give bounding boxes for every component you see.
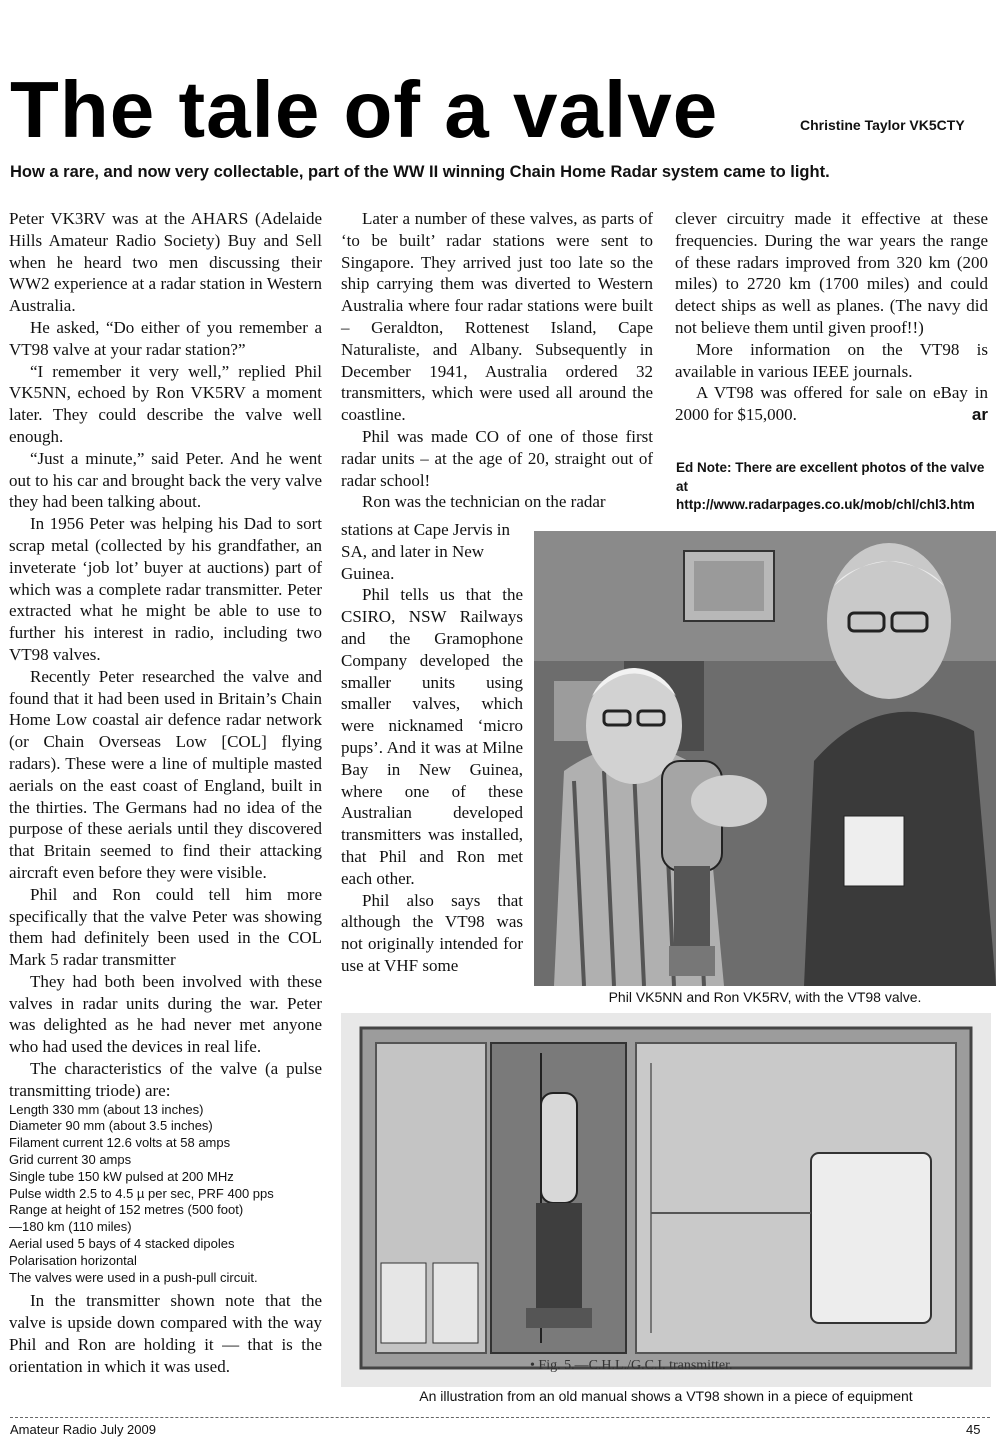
spec-item: Length 330 mm (about 13 inches) (9, 1101, 204, 1117)
paragraph: Phil tells us that the CSIRO, NSW Railways and the Gramophone Company developed the smaller units using smaller valves, which were nicknamed ‘micro pups’. And it was at Milne Bay in New Guinea, where one of these Australian developed transmitters was installed, that Phil and Ron met each other. (341, 585, 523, 888)
spec-item: —180 km (110 miles) (9, 1219, 132, 1235)
spec-item: Range at height of 152 metres (500 foot) (9, 1202, 244, 1218)
spec-item: Filament current 12.6 volts at 58 amps (9, 1135, 231, 1151)
spec-item: Grid current 30 amps (9, 1152, 132, 1168)
paragraph: Later a number of these valves, as parts of ‘to be built’ radar stations were sent to Singapore. They arrived just too late so the ship carrying them was diverted to Western Australia where four radar stations were built – Geraldton, Rottenest Island, Cape Naturaliste, and Albany. Subsequently in December 1941, Australia ordered 32 transmitters, which were used all around the coastline. (341, 209, 653, 425)
column-2-continued (341, 519, 523, 977)
paragraph: stations at Cape Jervis in SA, and later in New Guinea. (341, 520, 511, 583)
paragraph: clever circuitry made it effective at these frequencies. During the war years the range of these radars improved from 320 km (200 miles) to 2720 km (1700 miles) and could detect ships as well as planes. (The navy did not believe them until given proof!!) (675, 209, 988, 337)
author-byline: Christine Taylor VK5CTY (800, 117, 965, 133)
column-1 (9, 208, 322, 1378)
paragraph: Peter VK3RV was at the AHARS (Adelaide Hills Amateur Radio Society) Buy and Sell when he heard two men discussing their WW2 experience at a radar station in Western Australia. (9, 209, 322, 316)
column-2 (341, 208, 653, 513)
paragraph: The characteristics of the valve (a pulse transmitting triode) are: (9, 1059, 322, 1100)
paragraph: In 1956 Peter was helping his Dad to sort scrap metal (collected by his grandfather, an inveterate ‘job lot’ buyer at auctions) part of which was a complete radar transmitter. Peter extracted what he might be able to use to further his interest in radio, including two VT98 valves. (9, 514, 322, 664)
paragraph: He asked, “Do either of you remember a VT98 valve at your radar station?” (9, 317, 322, 359)
paragraph-text: A VT98 was offered for sale on eBay in 2000 for $15,000. (675, 383, 988, 425)
paragraph: More information on the VT98 is available in various IEEE journals. (675, 339, 988, 381)
transmitter-drawing (341, 1013, 991, 1387)
paragraph (675, 382, 988, 426)
footer-publication: Amateur Radio July 2009 (10, 1422, 156, 1437)
paragraph: Ron was the technician on the radar (362, 492, 606, 512)
article-title: The tale of a valve (10, 65, 719, 154)
spec-item: Single tube 150 kW pulsed at 200 MHz (9, 1168, 234, 1184)
paragraph: Recently Peter researched the valve and found that it had been used in Britain’s Chain Home Low coastal air defence radar network (or Chain Overseas Low [COL] flying radars). These were a line of multiple masted aerials on the east coast of England, built in the thirties. The Germans had no idea of the purpose of these aerials until they discovered that Britain seemed to find their attacking aircraft even before they were visible. (9, 666, 322, 882)
paragraph: Phil and Ron could tell him more specifically that the valve Peter was showing them had definitely been used in the COL Mark 5 radar transmitter (9, 884, 322, 970)
footer-rule (10, 1417, 990, 1418)
photo-illustration (534, 531, 996, 986)
column-3 (675, 208, 988, 426)
figure-label: • Fig. 5.—C.H.L./G.C.I. transmitter. (530, 1358, 733, 1373)
end-mark: ar (971, 405, 988, 425)
paragraph: In the transmitter shown note that the valve is upside down compared with the way Phil and Ron are holding it — that is the orientation in which it was used. (9, 1291, 322, 1376)
valve-spec-list (9, 1102, 322, 1287)
figure-caption: An illustration from an old manual shows a VT98 shown in a piece of equipment (419, 1388, 913, 1404)
article-subtitle: How a rare, and now very collectable, part of the WW II winning Chain Home Radar system came to light. (10, 163, 830, 181)
spec-item: Diameter 90 mm (about 3.5 inches) (9, 1118, 213, 1134)
spec-item: Polarisation horizontal (9, 1252, 137, 1268)
photo-caption: Phil VK5NN and Ron VK5RV, with the VT98 valve. (608, 989, 922, 1005)
paragraph: Phil also says that although the VT98 was not originally intended for use at VHF some (341, 890, 523, 975)
editor-note: Ed Note: There are excellent photos of the valve at http://www.radarpages.co.uk/mob/chl/chl3.htm (676, 460, 985, 512)
spec-item: Pulse width 2.5 to 4.5 µ per sec, PRF 400 pps (9, 1185, 274, 1201)
paragraph: “I remember it very well,” replied Phil VK5NN, echoed by Ron VK5RV a moment later. They could describe the valve well enough. (9, 361, 322, 446)
transmitter-figure (341, 1013, 991, 1387)
spec-item: The valves were used in a push-pull circuit. (9, 1269, 258, 1285)
paragraph: Phil was made CO of one of those first radar units – at the age of 20, straight out of radar school! (341, 426, 653, 490)
paragraph: “Just a minute,” said Peter. And he went out to his car and brought back the very valve they had been talking about. (9, 448, 322, 512)
photo-phil-and-ron (534, 531, 996, 986)
spec-item: Aerial used 5 bays of 4 stacked dipoles (9, 1236, 235, 1252)
paragraph: They had both been involved with these valves in radar units during the war. Peter was delighted as he had never met anyone who had used the devices in real life. (9, 971, 322, 1057)
page-number: 45 (966, 1422, 981, 1437)
